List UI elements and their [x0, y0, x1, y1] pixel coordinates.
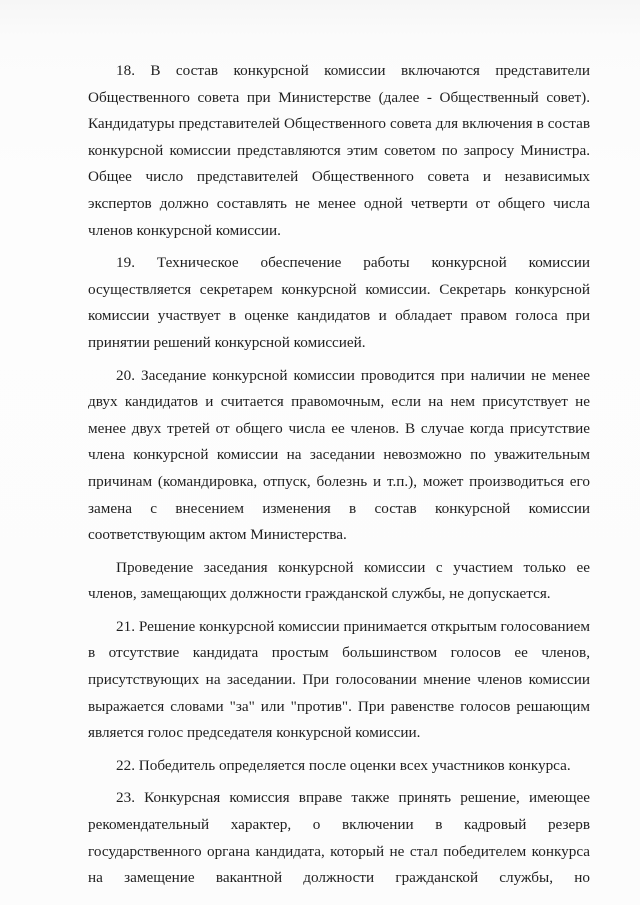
- paragraph-19: 19. Техническое обеспечение работы конкурсной комиссии осуществляется секретарем конкурсной комиссии. Секретарь конкурсной комиссии участвует в оценке кандидатов и обладает правом голоса при принятии решений конкурсной комиссией.: [88, 254, 590, 351]
- paragraph-22: 22. Победитель определяется после оценки всех участников конкурса.: [116, 756, 571, 774]
- paragraph-21: 21. Решение конкурсной комиссии принимается открытым голосованием в отсутствие кандидата простым большинством голосов ее членов, присутствующих на заседании. При голосовании мнение членов комиссии выражается словами "за" или "против". При равенстве голосов решающим является голос председателя конкурсной комиссии.: [88, 617, 590, 742]
- document-body: [88, 58, 590, 898]
- paragraph-20: 20. Заседание конкурсной комиссии проводится при наличии не менее двух кандидатов и считается правомочным, если на нем присутствует не менее двух третей от общего числа ее членов. В случае когда присутствие члена конкурсной комиссии на заседании невозможно по уважительным причинам (командировка, отпуск, болезнь и т.п.), может производиться его замена с внесением изменения в состав конкурсной комиссии соответствующим актом Министерства.: [88, 366, 590, 544]
- paragraph-18: 18. В состав конкурсной комиссии включаются представители Общественного совета при Министерстве (далее - Общественный совет). Кандидатуры представителей Общественного совета для включения в состав конкурсной комиссии представляются этим советом по запросу Министра. Общее число представителей Общественного совета и независимых экспертов должно составлять не менее одной четверти от общего числа членов конкурсной комиссии.: [88, 62, 590, 239]
- paragraph-23: 23. Конкурсная комиссия вправе также принять решение, имеющее рекомендательный характер, о включении в кадровый резерв государственного органа кандидата, который не стал победителем конкурса на замещение вакантной должности гражданской службы, но: [88, 789, 590, 887]
- paragraph-20-continued: Проведение заседания конкурсной комиссии с участием только ее членов, замещающих должности гражданской службы, не допускается.: [88, 558, 590, 603]
